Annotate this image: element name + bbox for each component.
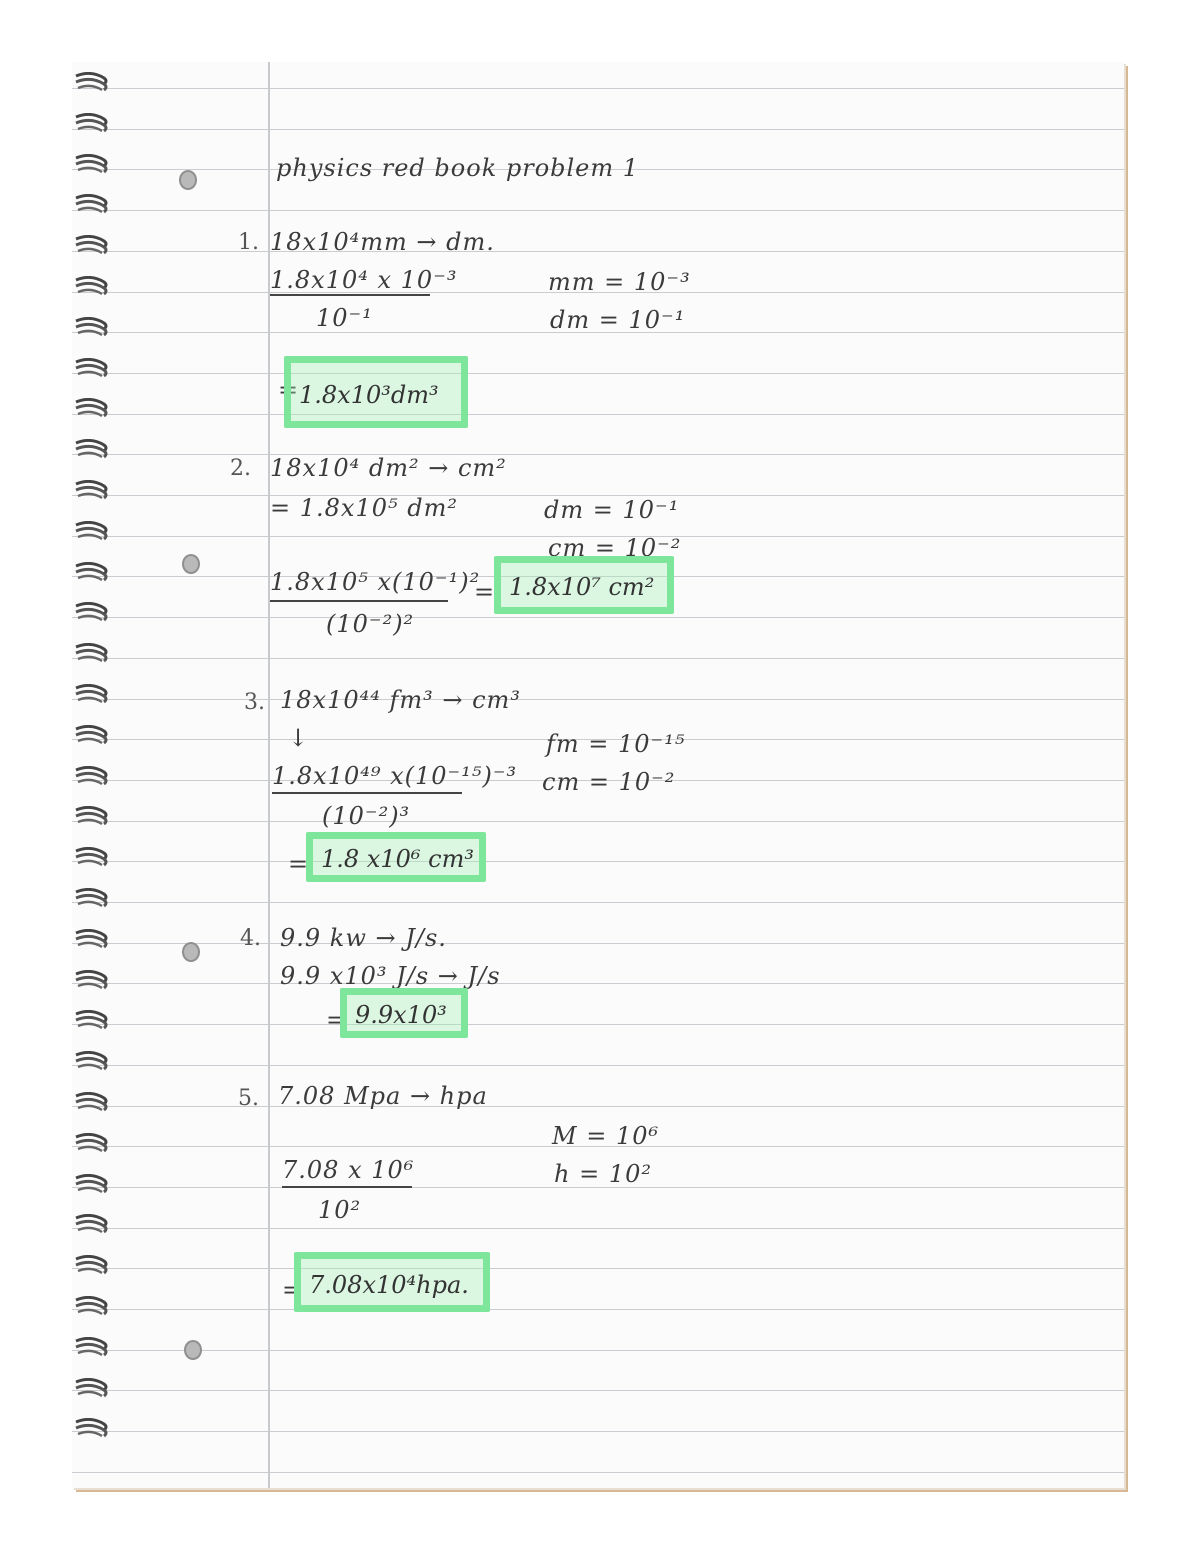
problem-statement: 18x10⁴ dm² → cm² [270,454,507,482]
spiral-binding-icon [74,847,108,873]
spiral-binding-icon [74,1051,108,1077]
spiral-binding-icon [74,1418,108,1444]
ruled-line [72,210,1124,211]
answer-text: 1.8x10³dm³ [299,381,439,409]
equals-sign: = [326,1006,348,1034]
problem-statement: 9.9 kw → J/s. [280,924,447,952]
spiral-binding-icon [74,1174,108,1200]
punch-hole-icon [184,1340,202,1360]
spiral-binding-icon [74,1133,108,1159]
fraction-numerator: 1.8x10⁴ x 10⁻³ [270,266,458,294]
spiral-binding-icon [74,1255,108,1281]
step-text: 9.9 x10³ J/s → J/s [280,962,501,990]
spiral-binding-icon [74,929,108,955]
ruled-line [72,902,1124,903]
prefix-value: M = 10⁶ [552,1122,660,1150]
spiral-binding-icon [74,317,108,343]
fraction-denominator: (10⁻²)³ [322,802,411,830]
spiral-binding-icon [74,398,108,424]
spiral-binding-icon [74,480,108,506]
prefix-value: fm = 10⁻¹⁵ [546,730,686,758]
ruled-line [72,454,1124,455]
ruled-line [72,1309,1124,1310]
answer-highlight [306,832,486,882]
prefix-value: dm = 10⁻¹ [550,306,686,334]
ruled-line [72,1065,1124,1066]
punch-hole-icon [182,942,200,962]
spiral-binding-icon [74,1337,108,1363]
ruled-line [72,373,1124,374]
answer-text: 1.8 x10⁶ cm³ [321,845,474,873]
spiral-binding-icon [74,602,108,628]
equals-sign: = [474,578,496,606]
fraction-bar [270,600,448,602]
spiral-binding-icon [74,1214,108,1240]
down-arrow-icon: ↓ [288,724,310,752]
fraction-bar [282,1186,412,1188]
ruled-line [72,129,1124,130]
spiral-binding-icon [74,766,108,792]
ruled-line [72,88,1124,89]
ruled-line [72,1472,1124,1473]
ruled-line [72,251,1124,252]
equals-sign: = [278,376,300,404]
spiral-binding-icon [74,1378,108,1404]
spiral-binding-icon [74,358,108,384]
fraction-denominator: (10⁻²)² [326,610,415,638]
spiral-binding-icon [74,1296,108,1322]
answer-highlight [294,1252,490,1312]
fraction-bar [272,792,462,794]
spiral-binding-icon [74,1092,108,1118]
ruled-line [72,1268,1124,1269]
spiral-binding-icon [74,725,108,751]
spiral-binding-icon [74,194,108,220]
equals-sign: = [288,850,310,878]
problem-number: 1. [238,230,259,255]
ruled-line [72,617,1124,618]
fraction-denominator: 10⁻¹ [316,304,373,332]
ruled-line [72,1228,1124,1229]
ruled-line [72,1390,1124,1391]
spiral-binding-icon [74,806,108,832]
prefix-value: dm = 10⁻¹ [544,496,680,524]
prefix-value: cm = 10⁻² [542,768,676,796]
ruled-line [72,1106,1124,1107]
prefix-value: h = 10² [554,1160,652,1188]
equals-sign: = [282,1276,304,1304]
prefix-value: cm = 10⁻² [548,534,682,562]
punch-hole-icon [179,170,197,190]
problem-number: 5. [238,1086,259,1111]
answer-text: 9.9x10³ [355,1001,447,1029]
spiral-binding-icon [74,562,108,588]
problem-number: 2. [230,456,251,481]
ruled-line [72,983,1124,984]
fraction-numerator: 1.8x10⁵ x(10⁻¹)² [270,568,481,596]
spiral-binding-icon [74,113,108,139]
answer-text: 1.8x10⁷ cm² [509,573,655,601]
page-title: physics red book problem 1 [276,154,640,182]
spiral-binding-icon [74,521,108,547]
prefix-value: mm = 10⁻³ [548,268,691,296]
ruled-line [72,1350,1124,1351]
spiral-binding-icon [74,970,108,996]
notebook-page [72,62,1124,1488]
spiral-binding-icon [74,72,108,98]
spiral-binding-icon [74,888,108,914]
answer-text: 7.08x10⁴hpa. [309,1271,469,1299]
problem-statement: 7.08 Mpa → hpa [278,1082,488,1110]
answer-highlight [494,556,674,614]
problem-number: 4. [240,926,261,951]
fraction-denominator: 10² [318,1196,362,1224]
ruled-line [72,1024,1124,1025]
spiral-binding-icon [74,643,108,669]
fraction-numerator: 1.8x10⁴⁹ x(10⁻¹⁵)⁻³ [272,762,518,790]
problem-statement: 18x10⁴⁴ fm³ → cm³ [280,686,521,714]
answer-highlight [284,356,468,428]
spiral-binding-icon [74,276,108,302]
answer-highlight [340,988,468,1038]
ruled-line [72,658,1124,659]
ruled-line [72,861,1124,862]
ruled-line [72,821,1124,822]
ruled-line [72,699,1124,700]
step-text: = 1.8x10⁵ dm² [270,494,458,522]
ruled-line [72,1431,1124,1432]
spiral-binding-icon [74,1010,108,1036]
fraction-numerator: 7.08 x 10⁶ [282,1156,415,1184]
problem-number: 3. [244,690,265,715]
spiral-binding-icon [74,235,108,261]
problem-statement: 18x10⁴mm → dm. [270,228,495,256]
fraction-bar [270,294,430,296]
punch-hole-icon [182,554,200,574]
ruled-line [72,943,1124,944]
spiral-binding-icon [74,154,108,180]
spiral-binding-icon [74,439,108,465]
ruled-line [72,414,1124,415]
spiral-binding-icon [74,684,108,710]
